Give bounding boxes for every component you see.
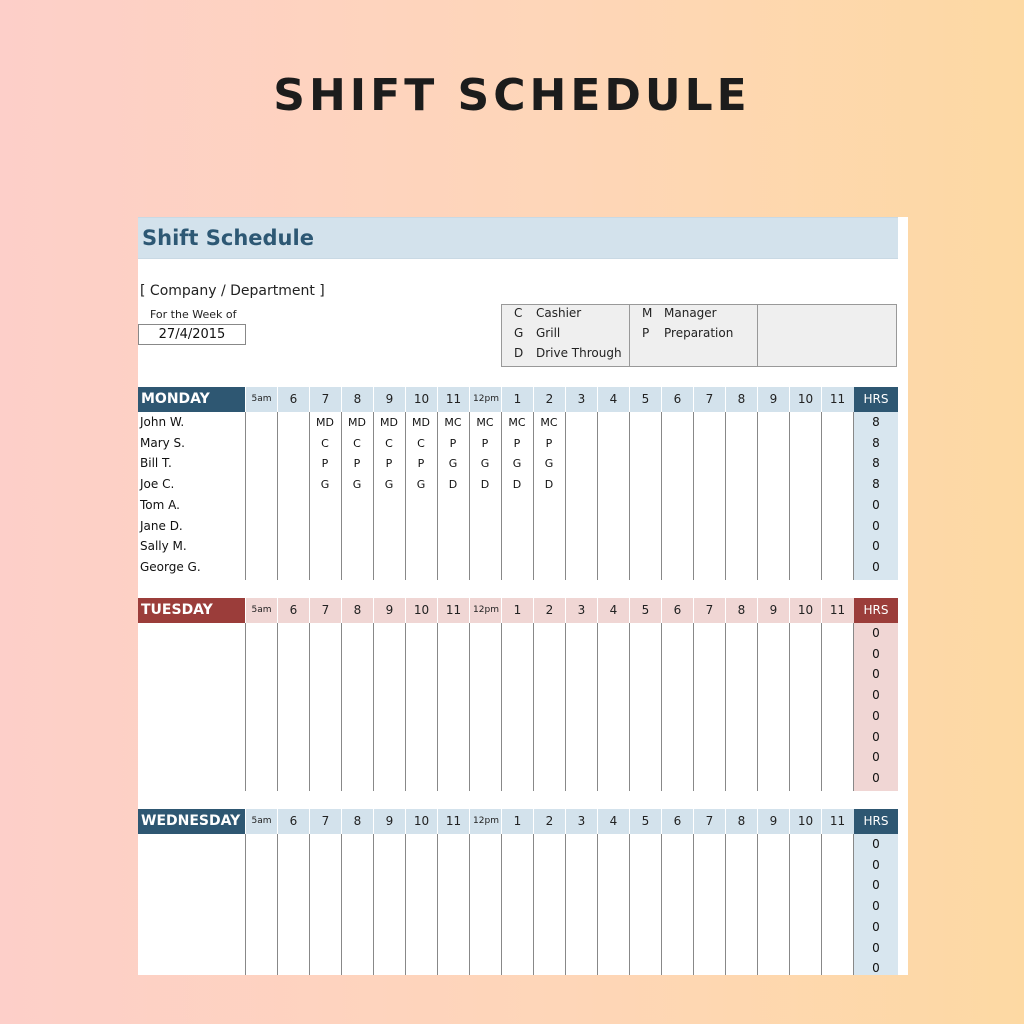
hour-header: 7 [309, 387, 341, 412]
company-department-label[interactable]: [ Company / Department ] [140, 283, 325, 299]
hour-header: 11 [437, 809, 469, 834]
shift-cell[interactable]: P [385, 457, 393, 471]
grid-line [693, 834, 694, 975]
grid-line [405, 623, 406, 791]
hour-header: 4 [597, 809, 629, 834]
hour-header: 6 [661, 387, 693, 412]
hour-header: 10 [405, 387, 437, 412]
hrs-header: HRS [854, 598, 898, 623]
shift-cell[interactable]: MC [508, 416, 526, 429]
shift-cell[interactable]: P [449, 436, 457, 450]
hour-header: 5am [245, 598, 277, 623]
grid-line [789, 623, 790, 791]
shift-cell[interactable]: MC [444, 416, 462, 429]
grid-line [661, 834, 662, 975]
grid-line [501, 623, 502, 791]
hour-header: 5am [245, 387, 277, 412]
shift-cell[interactable]: MC [476, 416, 494, 429]
hrs-total: 0 [872, 626, 880, 640]
grid-line [789, 412, 790, 580]
grid-line [309, 623, 310, 791]
day-name: MONDAY [138, 387, 245, 412]
hrs-total: 0 [872, 919, 880, 934]
employee-name[interactable]: Jane D. [140, 518, 183, 533]
hrs-total: 0 [872, 729, 880, 744]
shift-cell[interactable]: P [321, 457, 329, 471]
hour-header: 10 [405, 598, 437, 623]
employee-name[interactable]: George G. [140, 559, 201, 574]
employee-name[interactable]: Mary S. [140, 435, 185, 450]
employee-name[interactable]: Joe C. [140, 477, 175, 492]
legend-role-name: Preparation [664, 326, 734, 340]
poster-title: SHIFT SCHEDULE [273, 70, 751, 121]
grid-line [789, 834, 790, 975]
hour-header: 5 [629, 809, 661, 834]
shift-cell[interactable]: G [512, 457, 522, 471]
shift-cell[interactable]: G [480, 457, 490, 471]
shift-cell[interactable]: G [320, 478, 330, 492]
hour-header: 10 [789, 809, 821, 834]
shift-cell[interactable]: MD [412, 416, 430, 429]
hrs-total: 0 [872, 899, 880, 914]
sheet-title: Shift Schedule [142, 226, 314, 250]
hour-header: 8 [341, 809, 373, 834]
grid-line [373, 834, 374, 975]
hrs-total: 0 [872, 940, 880, 955]
grid-line [757, 623, 758, 791]
grid-line [725, 834, 726, 975]
hrs-total: 0 [872, 688, 880, 703]
hrs-total: 0 [872, 750, 880, 765]
hour-header: 8 [725, 809, 757, 834]
grid-line [533, 834, 534, 975]
hour-header: 7 [693, 809, 725, 834]
shift-cell[interactable]: G [448, 457, 458, 471]
grid-line [245, 834, 246, 975]
hour-header: 6 [661, 809, 693, 834]
grid-line [597, 412, 598, 580]
hrs-total: 0 [872, 539, 880, 554]
shift-cell[interactable]: D [544, 478, 554, 492]
grid-line [661, 412, 662, 580]
role-legend [501, 304, 897, 367]
hrs-total: 0 [872, 837, 880, 851]
hour-header: 3 [565, 387, 597, 412]
day-name: WEDNESDAY [138, 809, 245, 834]
grid-line [821, 623, 822, 791]
grid-line [565, 412, 566, 580]
grid-line [373, 623, 374, 791]
grid-line [437, 623, 438, 791]
grid-line [245, 412, 246, 580]
legend-role-name: Cashier [536, 306, 582, 320]
hour-header: 9 [757, 387, 789, 412]
hour-header: 3 [565, 598, 597, 623]
hour-header: 9 [373, 387, 405, 412]
grid-line [277, 412, 278, 580]
hour-header: 8 [725, 387, 757, 412]
legend-column [758, 305, 896, 366]
hrs-header: HRS [854, 809, 898, 834]
hour-header: 11 [821, 387, 853, 412]
hrs-total: 8 [872, 435, 880, 450]
hrs-total: 0 [872, 667, 880, 682]
shift-cell[interactable]: C [417, 436, 425, 450]
hour-header: 11 [437, 387, 469, 412]
grid-line [629, 412, 630, 580]
grid-line [565, 834, 566, 975]
hour-header: 2 [533, 387, 565, 412]
shift-cell[interactable]: P [417, 457, 425, 471]
hour-header: 9 [373, 809, 405, 834]
grid-line [597, 623, 598, 791]
hour-header: 7 [309, 598, 341, 623]
legend-role-name: Grill [536, 326, 561, 340]
grid-line [341, 834, 342, 975]
hour-header: 4 [597, 387, 629, 412]
shift-cell[interactable]: MD [316, 416, 334, 429]
hour-header: 6 [277, 809, 309, 834]
shift-cell[interactable]: G [416, 478, 426, 492]
hour-header: 10 [405, 809, 437, 834]
hour-header: 9 [757, 809, 789, 834]
grid-line [693, 623, 694, 791]
shift-cell[interactable]: D [448, 478, 458, 492]
hour-header: 7 [693, 387, 725, 412]
shift-cell[interactable]: MD [380, 416, 398, 429]
hour-header: 10 [789, 387, 821, 412]
hrs-total: 8 [872, 415, 880, 429]
grid-line [277, 623, 278, 791]
legend-code: P [642, 326, 650, 340]
hour-header: 12pm [469, 809, 502, 834]
week-of-label: For the Week of [150, 308, 237, 321]
grid-line [757, 834, 758, 975]
legend-code: C [514, 306, 523, 320]
grid-line [757, 412, 758, 580]
grid-line [245, 623, 246, 791]
hour-header: 6 [277, 387, 309, 412]
hour-header: 11 [437, 598, 469, 623]
grid-line [501, 834, 502, 975]
grid-line [725, 623, 726, 791]
hour-header: 6 [277, 598, 309, 623]
grid-line [597, 834, 598, 975]
shift-cell[interactable]: P [353, 457, 361, 471]
hour-header: 1 [501, 598, 533, 623]
hrs-total: 8 [872, 456, 880, 471]
grid-line [661, 623, 662, 791]
hrs-total: 0 [872, 646, 880, 661]
shift-cell[interactable]: C [321, 436, 329, 450]
shift-cell[interactable]: C [353, 436, 361, 450]
hrs-total: 0 [872, 878, 880, 893]
employee-name[interactable]: Tom A. [140, 497, 180, 512]
shift-cell[interactable]: G [352, 478, 362, 492]
grid-line [341, 623, 342, 791]
hrs-total: 0 [872, 770, 880, 785]
hour-header: 4 [597, 598, 629, 623]
hour-header: 8 [341, 387, 373, 412]
shift-cell[interactable]: P [513, 436, 521, 450]
shift-cell[interactable]: C [385, 436, 393, 450]
hour-header: 5am [245, 809, 277, 834]
hour-header: 1 [501, 809, 533, 834]
hour-header: 7 [309, 809, 341, 834]
hrs-header: HRS [854, 387, 898, 412]
grid-line [437, 834, 438, 975]
week-date-field[interactable]: 27/4/2015 [138, 324, 246, 345]
hrs-total: 0 [872, 857, 880, 872]
hrs-total: 0 [872, 497, 880, 512]
hour-header: 1 [501, 387, 533, 412]
hour-header: 9 [757, 598, 789, 623]
hour-header: 7 [693, 598, 725, 623]
hour-header: 10 [789, 598, 821, 623]
hour-header: 5 [629, 598, 661, 623]
legend-column [502, 305, 630, 366]
legend-code: D [514, 346, 524, 360]
grid-line [693, 412, 694, 580]
shift-cell[interactable]: P [481, 436, 489, 450]
hour-header: 2 [533, 809, 565, 834]
hour-header: 12pm [469, 598, 502, 623]
schedule-sheet [138, 217, 908, 975]
hour-header: 2 [533, 598, 565, 623]
day-block-monday [138, 387, 898, 580]
hour-header: 12pm [469, 387, 502, 412]
legend-role-name: Drive Through [536, 346, 622, 360]
day-block-tuesday [138, 598, 898, 791]
hour-header: 11 [821, 598, 853, 623]
shift-cell[interactable]: MD [348, 416, 366, 429]
employee-name[interactable]: Sally M. [140, 539, 187, 554]
grid-line [277, 834, 278, 975]
hrs-total: 0 [872, 708, 880, 723]
day-header-row [138, 387, 898, 412]
hour-header: 8 [341, 598, 373, 623]
grid-line [405, 834, 406, 975]
hour-header: 8 [725, 598, 757, 623]
legend-code: M [642, 306, 653, 320]
legend-role-name: Manager [664, 306, 717, 320]
hour-header: 11 [821, 809, 853, 834]
grid-line [565, 623, 566, 791]
hrs-total: 0 [872, 961, 880, 975]
hour-header: 5 [629, 387, 661, 412]
grid-line [629, 623, 630, 791]
grid-line [821, 412, 822, 580]
day-name: TUESDAY [138, 598, 245, 623]
grid-line [469, 834, 470, 975]
shift-cell[interactable]: G [544, 457, 554, 471]
legend-code: G [514, 326, 524, 340]
grid-line [725, 412, 726, 580]
hrs-total: 0 [872, 559, 880, 574]
shift-cell[interactable]: D [480, 478, 490, 492]
legend-column [630, 305, 758, 366]
grid-line [629, 834, 630, 975]
grid-line [309, 834, 310, 975]
hrs-total: 0 [872, 518, 880, 533]
hour-header: 9 [373, 598, 405, 623]
hour-header: 3 [565, 809, 597, 834]
grid-line [469, 623, 470, 791]
shift-cell[interactable]: MC [540, 416, 558, 429]
shift-cell[interactable]: G [384, 478, 394, 492]
day-block-wednesday [138, 809, 898, 975]
hrs-total: 8 [872, 477, 880, 492]
sheet-header-bar [138, 217, 898, 259]
shift-cell[interactable]: D [512, 478, 522, 492]
shift-cell[interactable]: P [545, 436, 553, 450]
employee-name[interactable]: John W. [140, 415, 185, 429]
day-header-row [138, 598, 898, 623]
employee-name[interactable]: Bill T. [140, 456, 172, 471]
day-header-row [138, 809, 898, 834]
grid-line [821, 834, 822, 975]
hour-header: 6 [661, 598, 693, 623]
grid-line [533, 623, 534, 791]
